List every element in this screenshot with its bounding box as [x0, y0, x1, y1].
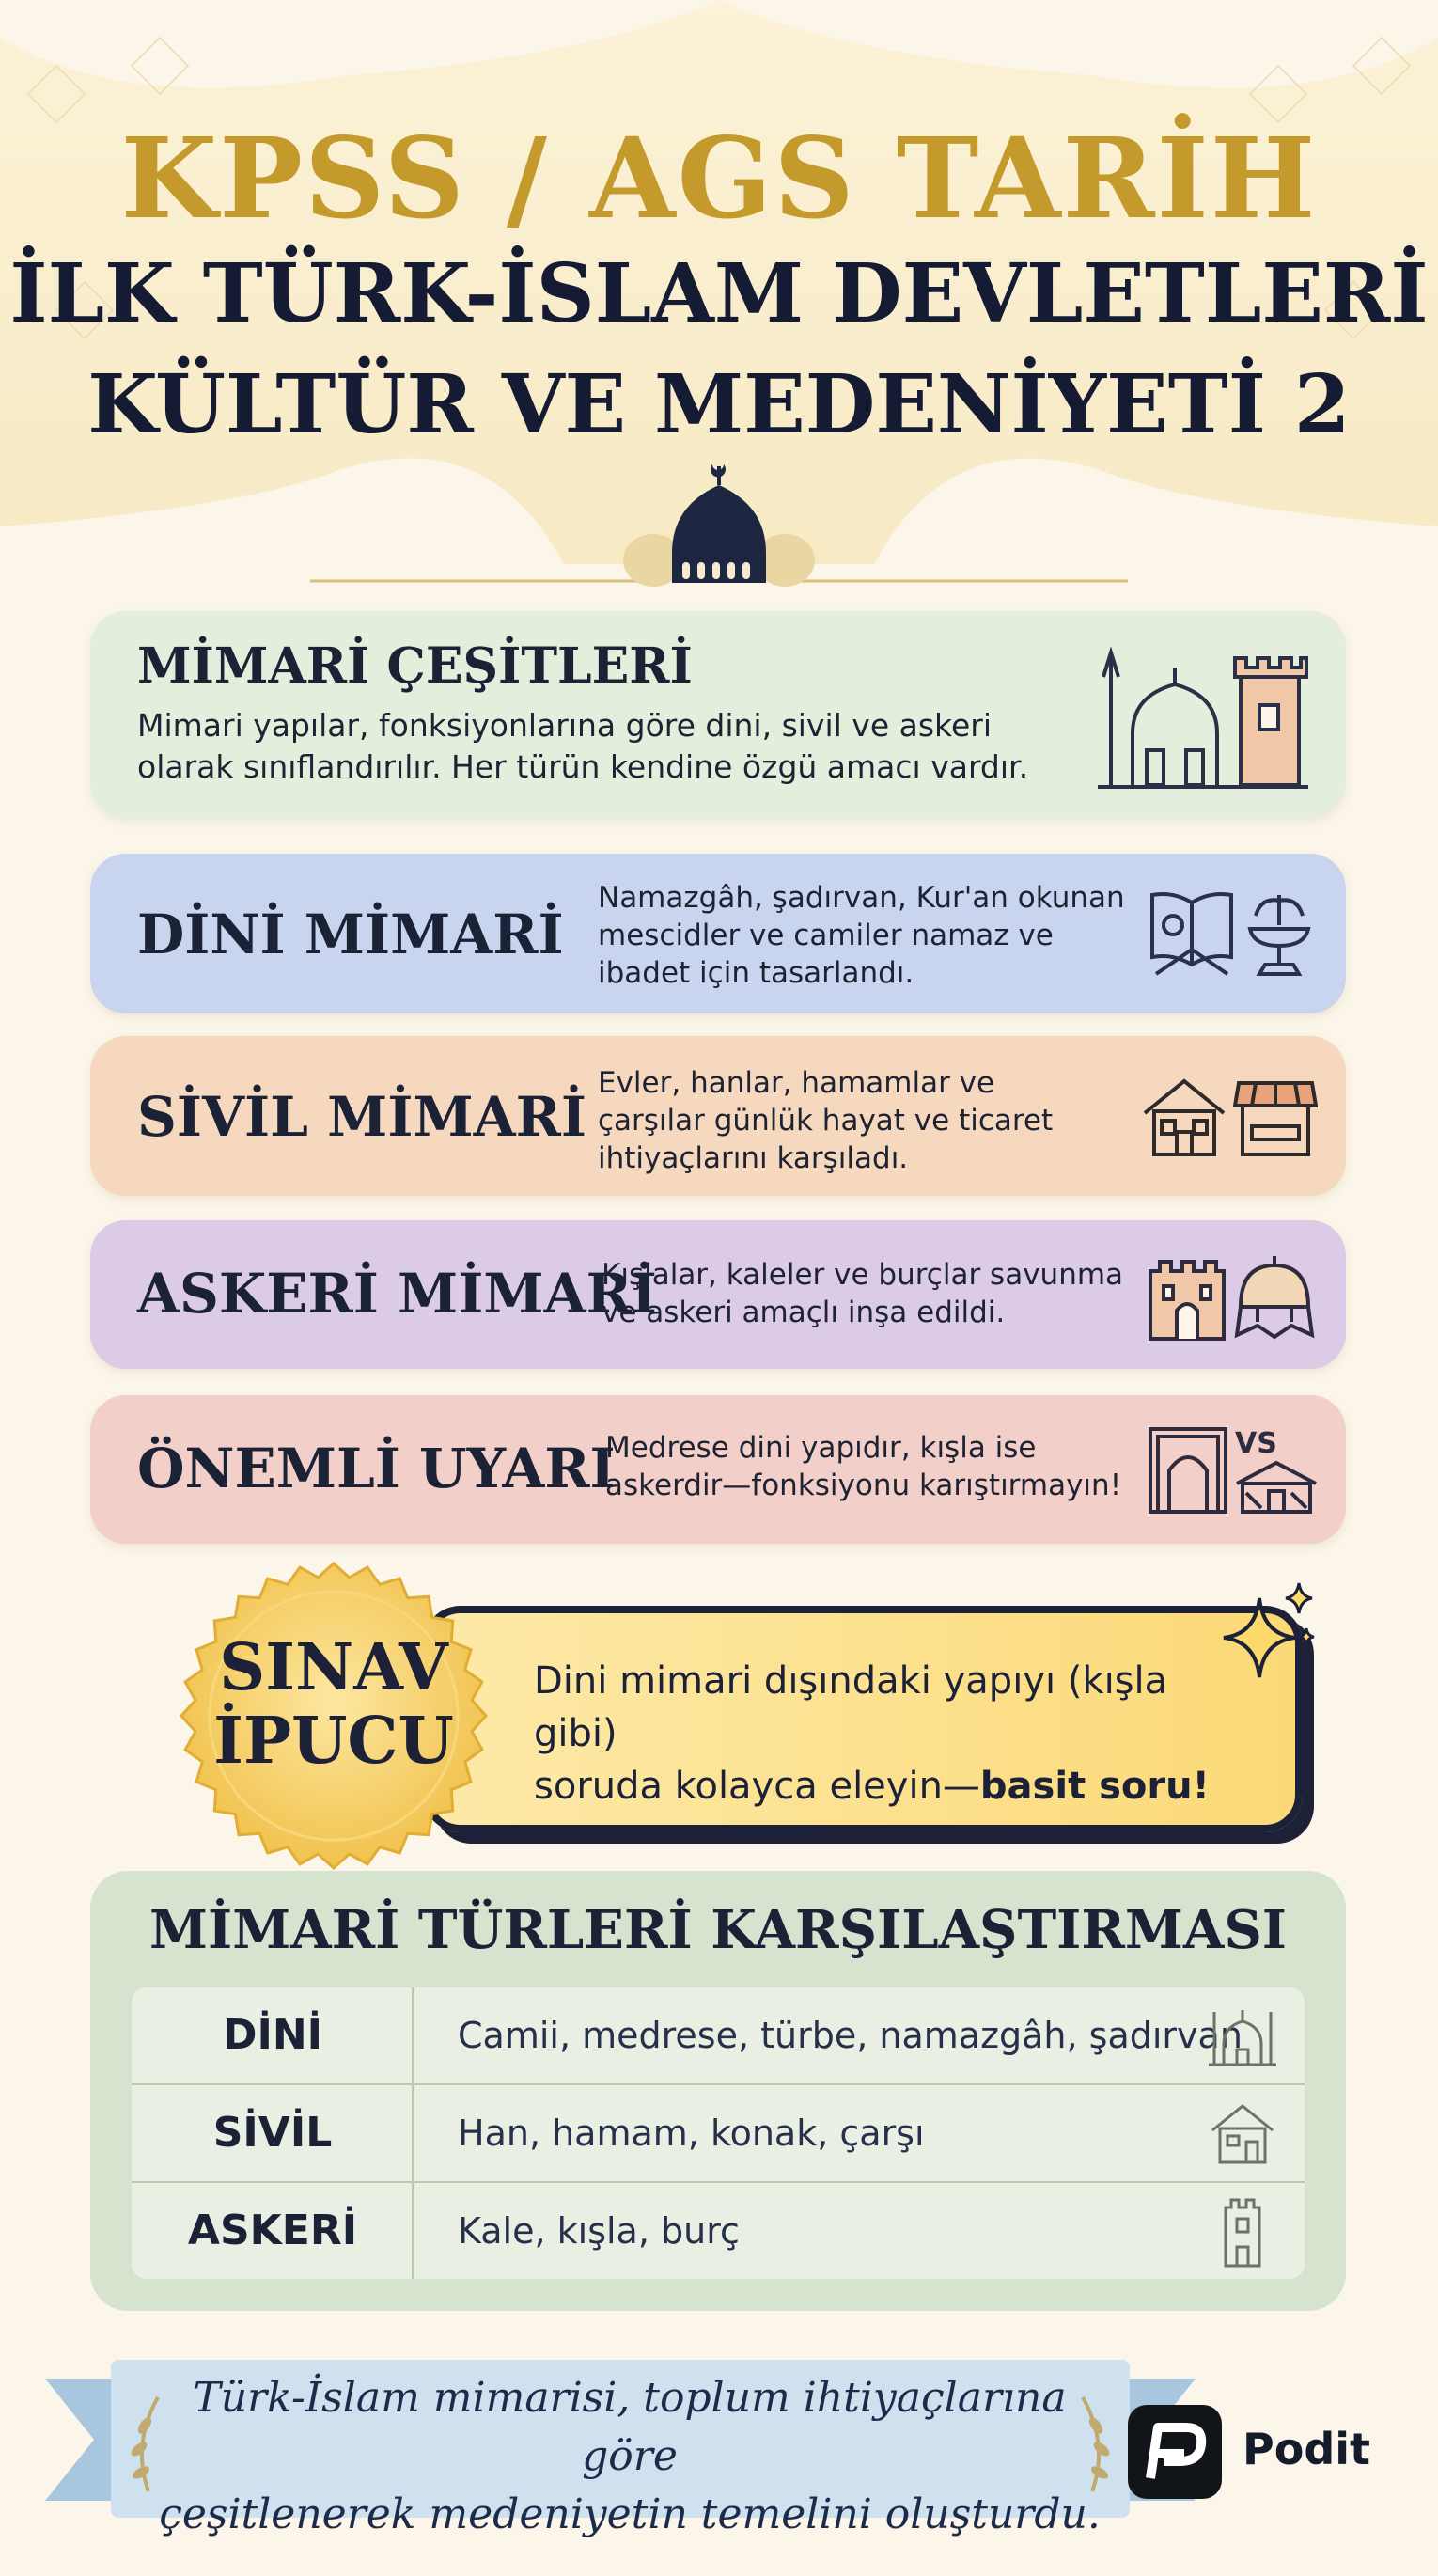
helmet-icon: [1229, 1250, 1320, 1343]
sivil-text-line1: Evler, hanlar, hamamlar ve: [598, 1066, 995, 1100]
sivil-mimari-title: SİVİL MİMARİ: [137, 1085, 586, 1149]
askeri-mimari-title: ASKERİ MİMARİ: [137, 1262, 657, 1326]
warning-text-line2: askerdir—fonksiyonu karıştırmayın!: [605, 1469, 1122, 1502]
warning-text-line1: Medrese dini yapıdır, kışla ise: [605, 1431, 1037, 1465]
exam-tip-text-bold: basit soru!: [979, 1765, 1210, 1808]
exam-tip-text-line1: Dini mimari dışındaki yapıyı (kışla gibi): [534, 1659, 1168, 1755]
exam-tip-text: [534, 1655, 1248, 1813]
mosque-dome-icon: [611, 459, 827, 590]
podit-logo-icon: [1126, 2403, 1224, 2501]
exam-tip-text-normal: soruda kolayca eleyin—: [534, 1765, 980, 1808]
title-line-3: KÜLTÜR VE MEDENİYETİ 2: [87, 357, 1351, 452]
comparison-title: MİMARİ TÜRLERİ KARŞILAŞTIRMASI: [149, 1899, 1287, 1961]
row-examples-dini: Camii, medrese, türbe, namazgâh, şadırvan: [458, 2015, 1243, 2056]
row-type-dini: DİNİ: [222, 2011, 323, 2059]
askeri-text-line2: ve askeri amaçlı inşa edildi.: [602, 1296, 1006, 1329]
title-line-1: KPSS / AGS TARİH: [120, 113, 1318, 243]
tower-icon: [1218, 2194, 1267, 2268]
overview-title: MİMARİ ÇEŞİTLERİ: [137, 637, 693, 695]
footer-text: [141, 2369, 1118, 2544]
castle-icon: [1145, 1250, 1229, 1343]
dini-text-line3: ibadet için tasarlandı.: [598, 956, 914, 990]
footer-text-line2: çeşitlenerek medeniyetin temelini oluşturdu.: [159, 2490, 1101, 2538]
sparkle-icon: [1212, 1579, 1325, 1692]
row-type-askeri: ASKERİ: [187, 2207, 358, 2254]
overview-text-line1: Mimari yapılar, fonksiyonlarına göre dini, sivil ve askeri: [137, 707, 992, 744]
row-type-sivil: SİVİL: [212, 2109, 333, 2157]
house-icon: [1209, 2100, 1276, 2166]
vs-label: VS: [1235, 1427, 1277, 1460]
fountain-icon: [1243, 887, 1316, 982]
house-icon: [1139, 1072, 1229, 1162]
quran-icon: [1145, 884, 1239, 982]
exam-tip-text-line2: [534, 1760, 1248, 1813]
arch-gate-icon: [1147, 1423, 1229, 1516]
askeri-text-line1: Kışlalar, kaleler ve burçlar savunma: [602, 1258, 1124, 1292]
dini-text-line1: Namazgâh, şadırvan, Kur'an okunan: [598, 881, 1125, 915]
row-examples-sivil: Han, hamam, konak, çarşı: [458, 2113, 925, 2154]
dini-text-line2: mescidler ve camiler namaz ve: [598, 919, 1054, 952]
brand-name: Podit: [1243, 2424, 1371, 2474]
market-stall-icon: [1233, 1074, 1318, 1162]
exam-tip-label-line1: SINAV: [219, 1630, 448, 1705]
row-examples-askeri: Kale, kışla, burç: [458, 2210, 740, 2252]
mosque-and-tower-icon: [1090, 639, 1316, 794]
footer-text-line1: Türk-İslam mimarisi, toplum ihtiyaçlarına göre: [193, 2374, 1067, 2480]
sivil-text-line2: çarşılar günlük hayat ve ticaret: [598, 1104, 1054, 1138]
title-line-2: İLK TÜRK-İSLAM DEVLETLERİ: [9, 246, 1429, 341]
mosque-icon: [1207, 2003, 1278, 2068]
warning-title: ÖNEMLİ UYARI: [137, 1437, 616, 1500]
barracks-icon: [1233, 1459, 1320, 1516]
dini-mimari-title: DİNİ MİMARİ: [137, 903, 564, 966]
overview-text-line2: olarak sınıflandırılır. Her türün kendine özgü amacı vardır.: [137, 748, 1029, 785]
sivil-text-line3: ihtiyaçlarını karşıladı.: [598, 1141, 909, 1175]
exam-tip-label-line2: İPUCU: [213, 1704, 454, 1779]
